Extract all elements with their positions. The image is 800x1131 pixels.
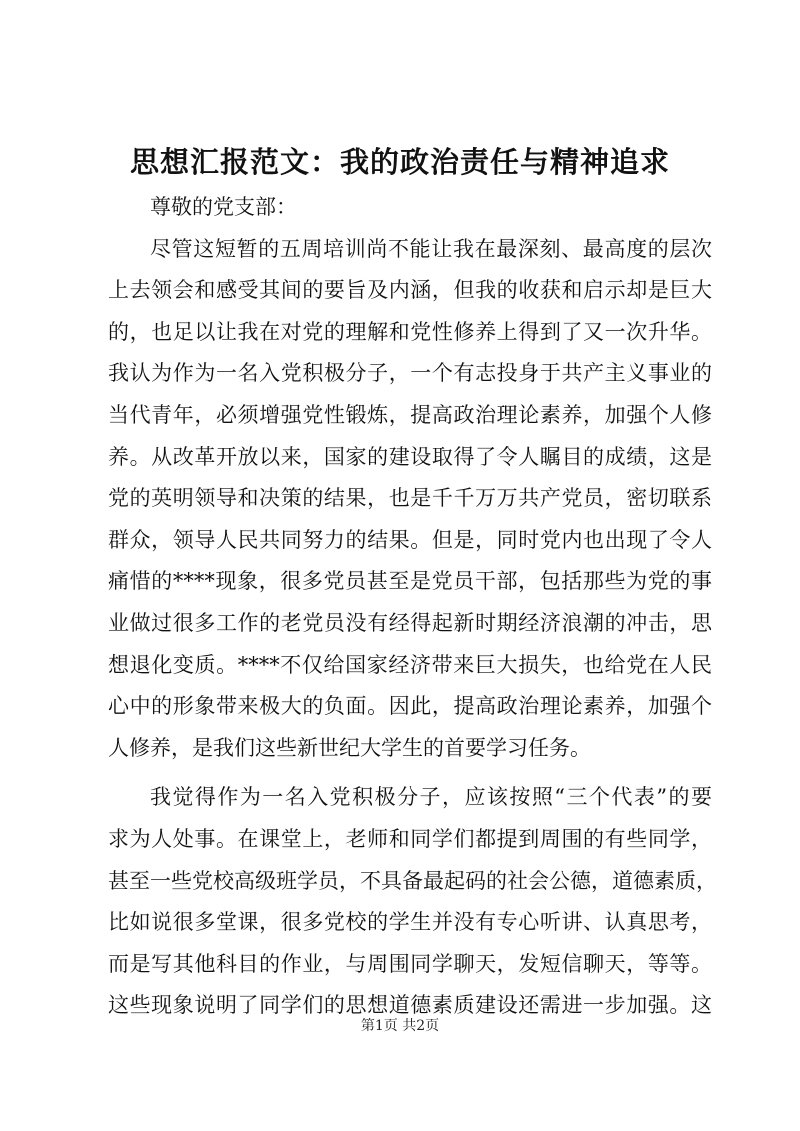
paragraph-line: 业做过很多工作的老党员没有经得起新时期经济浪潮的冲击，思 bbox=[108, 610, 712, 635]
document-title: 思想汇报范文：我的政治责任与精神追求 bbox=[129, 145, 670, 179]
paragraph-line: 尽管这短暂的五周培训尚不能让我在最深刻、最高度的层次 bbox=[150, 236, 712, 261]
paragraph-line: 人修养，是我们这些新世纪大学生的首要学习任务。 bbox=[108, 735, 591, 760]
paragraph-line: 我觉得作为一名入党积极分子，应该按照“三个代表”的要 bbox=[150, 785, 712, 810]
paragraph-line: 我认为作为一名入党积极分子，一个有志投身于共产主义事业的 bbox=[108, 361, 712, 386]
paragraph-line: 想退化变质。****不仅给国家经济带来巨大损失，也给党在人民 bbox=[108, 652, 712, 677]
salutation: 尊敬的党支部： bbox=[150, 195, 297, 219]
paragraph-line: 的，也足以让我在对党的理解和党性修养上得到了又一次升华。 bbox=[108, 319, 712, 344]
paragraph-line: 比如说很多堂课，很多党校的学生并没有专心听讲、认真思考， bbox=[108, 910, 712, 935]
paragraph-line: 养。从改革开放以来，国家的建设取得了令人瞩目的成绩，这是 bbox=[108, 444, 712, 469]
paragraph-line: 甚至一些党校高级班学员，不具备最起码的社会公德，道德素质， bbox=[108, 868, 717, 893]
paragraph-line: 心中的形象带来极大的负面。因此，提高政治理论素养，加强个 bbox=[108, 694, 712, 719]
paragraph-line: 而是写其他科目的作业，与周围同学聊天，发短信聊天，等等。 bbox=[108, 951, 712, 976]
document-body bbox=[108, 187, 717, 1027]
paragraph-line: 求为人处事。在课堂上，老师和同学们都提到周围的有些同学， bbox=[108, 826, 712, 851]
page-footer: 第1页 共2页 bbox=[360, 1018, 440, 1034]
paragraph-1 bbox=[108, 229, 712, 770]
paragraph-line: 这些现象说明了同学们的思想道德素质建设还需进一步加强。这 bbox=[108, 993, 712, 1018]
paragraph-line: 当代青年，必须增强党性锻炼，提高政治理论素养，加强个人修 bbox=[108, 402, 712, 427]
paragraph-line: 痛惜的****现象，很多党员甚至是党员干部，包括那些为党的事 bbox=[108, 569, 712, 594]
paragraph-line: 上去领会和感受其间的要旨及内涵，但我的收获和启示却是巨大 bbox=[108, 278, 712, 303]
paragraph-2 bbox=[108, 777, 717, 1027]
paragraph-line: 群众，领导人民共同努力的结果。但是，同时党内也出现了令人 bbox=[108, 527, 712, 552]
paragraph-line: 党的英明领导和决策的结果，也是千千万万共产党员，密切联系 bbox=[108, 486, 712, 511]
